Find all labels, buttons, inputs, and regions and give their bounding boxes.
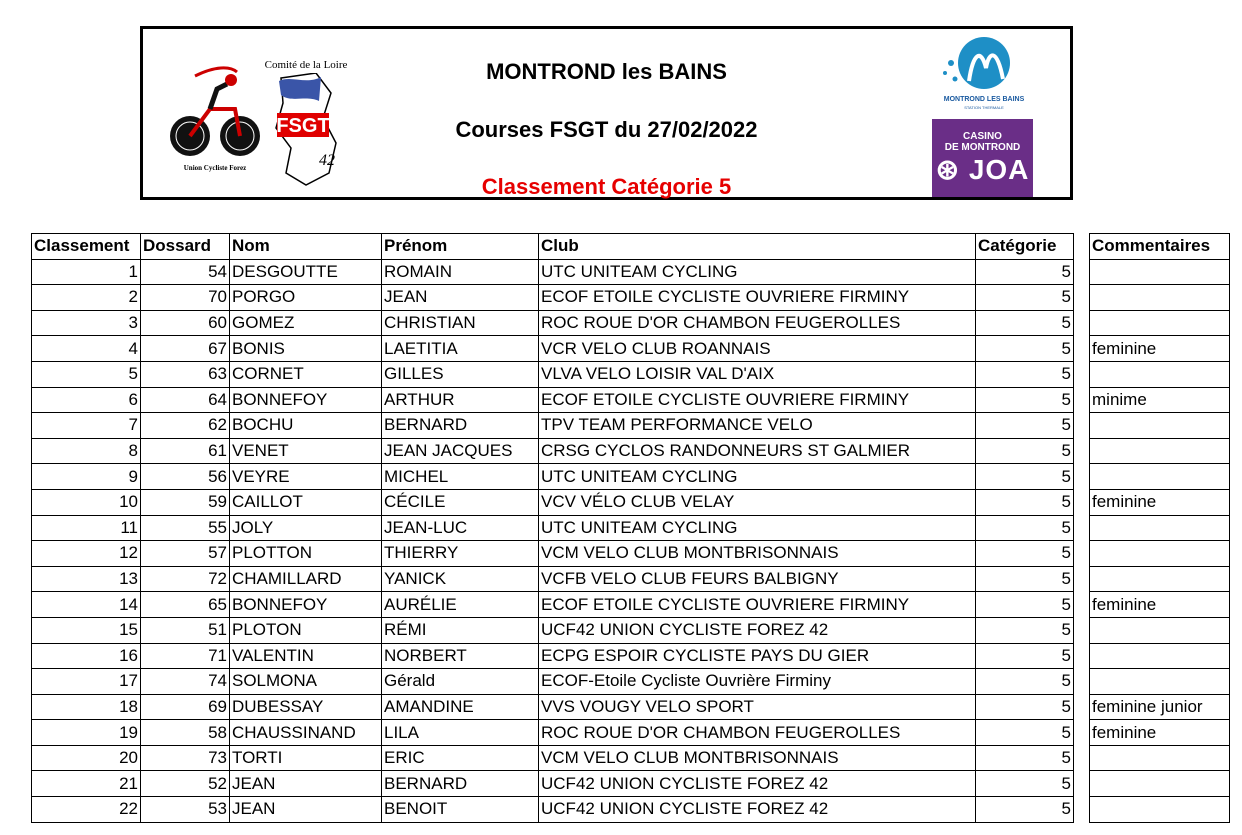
lastname-cell: BONNEFOY xyxy=(230,592,382,618)
comment-cell xyxy=(1090,669,1230,695)
firstname-cell: MICHEL xyxy=(382,464,539,490)
comments-body xyxy=(1090,259,1230,822)
table-header-row xyxy=(32,234,1074,260)
rank-cell: 7 xyxy=(32,413,141,439)
table-row xyxy=(32,438,1074,464)
table-row xyxy=(32,592,1074,618)
column-header-dossard: Dossard xyxy=(141,234,230,260)
bib-cell: 52 xyxy=(141,771,230,797)
club-cell: ECOF ETOILE CYCLISTE OUVRIERE FIRMINY xyxy=(539,285,976,311)
rank-cell: 17 xyxy=(32,669,141,695)
comments-row xyxy=(1090,694,1230,720)
bib-cell: 64 xyxy=(141,387,230,413)
joa-line2: DE MONTROND xyxy=(944,142,1021,153)
category-cell: 5 xyxy=(976,617,1074,643)
category-cell: 5 xyxy=(976,720,1074,746)
comments-row xyxy=(1090,797,1230,823)
column-header-nom: Nom xyxy=(230,234,382,260)
comments-row xyxy=(1090,413,1230,439)
montrond-les-bains-logo xyxy=(931,33,1037,115)
comment-cell xyxy=(1090,361,1230,387)
table-row xyxy=(32,694,1074,720)
table-row xyxy=(32,720,1074,746)
bib-cell: 54 xyxy=(141,259,230,285)
comments-row xyxy=(1090,387,1230,413)
table-row xyxy=(32,310,1074,336)
table-row xyxy=(32,541,1074,567)
category-cell: 5 xyxy=(976,259,1074,285)
club-cell: UCF42 UNION CYCLISTE FOREZ 42 xyxy=(539,797,976,823)
lastname-cell: VEYRE xyxy=(230,464,382,490)
comment-cell xyxy=(1090,438,1230,464)
comment-cell xyxy=(1090,566,1230,592)
rank-cell: 22 xyxy=(32,797,141,823)
comments-row xyxy=(1090,771,1230,797)
firstname-cell: BERNARD xyxy=(382,413,539,439)
category-cell: 5 xyxy=(976,464,1074,490)
fsgt-caption: Comité de la Loire xyxy=(264,59,348,71)
comments-row xyxy=(1090,592,1230,618)
comment-cell xyxy=(1090,515,1230,541)
category-cell: 5 xyxy=(976,515,1074,541)
lastname-cell: CAILLOT xyxy=(230,489,382,515)
club-cell: UTC UNITEAM CYCLING xyxy=(539,464,976,490)
table-row xyxy=(32,361,1074,387)
category-cell: 5 xyxy=(976,694,1074,720)
firstname-cell: JEAN JACQUES xyxy=(382,438,539,464)
bib-cell: 73 xyxy=(141,745,230,771)
lastname-cell: JEAN xyxy=(230,771,382,797)
firstname-cell: BERNARD xyxy=(382,771,539,797)
lastname-cell: PLOTON xyxy=(230,617,382,643)
comments-table xyxy=(1089,233,1230,823)
lastname-cell: JOLY xyxy=(230,515,382,541)
bib-cell: 57 xyxy=(141,541,230,567)
comments-row xyxy=(1090,464,1230,490)
table-row xyxy=(32,745,1074,771)
table-row xyxy=(32,643,1074,669)
category-cell: 5 xyxy=(976,771,1074,797)
bib-cell: 53 xyxy=(141,797,230,823)
rank-cell: 1 xyxy=(32,259,141,285)
firstname-cell: GILLES xyxy=(382,361,539,387)
club-cell: UTC UNITEAM CYCLING xyxy=(539,515,976,541)
club-cell: VCV VÉLO CLUB VELAY xyxy=(539,489,976,515)
lastname-cell: JEAN xyxy=(230,797,382,823)
comment-cell: feminine junior xyxy=(1090,694,1230,720)
firstname-cell: AURÉLIE xyxy=(382,592,539,618)
category-cell: 5 xyxy=(976,489,1074,515)
table-row xyxy=(32,566,1074,592)
lastname-cell: CHAMILLARD xyxy=(230,566,382,592)
firstname-cell: NORBERT xyxy=(382,643,539,669)
table-row xyxy=(32,515,1074,541)
rank-cell: 20 xyxy=(32,745,141,771)
comments-row xyxy=(1090,566,1230,592)
lastname-cell: SOLMONA xyxy=(230,669,382,695)
comment-cell xyxy=(1090,541,1230,567)
svg-text:42: 42 xyxy=(319,152,335,169)
club-cell: VLVA VELO LOISIR VAL D'AIX xyxy=(539,361,976,387)
comment-cell xyxy=(1090,285,1230,311)
club-cell: ROC ROUE D'OR CHAMBON FEUGEROLLES xyxy=(539,720,976,746)
firstname-cell: THIERRY xyxy=(382,541,539,567)
comments-row xyxy=(1090,310,1230,336)
column-header-cat-gorie: Catégorie xyxy=(976,234,1074,260)
comments-header-row xyxy=(1090,234,1230,260)
rank-cell: 12 xyxy=(32,541,141,567)
club-cell: ECPG ESPOIR CYCLISTE PAYS DU GIER xyxy=(539,643,976,669)
comment-cell xyxy=(1090,617,1230,643)
lastname-cell: VALENTIN xyxy=(230,643,382,669)
table-row xyxy=(32,259,1074,285)
bib-cell: 65 xyxy=(141,592,230,618)
category-cell: 5 xyxy=(976,643,1074,669)
comments-row xyxy=(1090,336,1230,362)
bib-cell: 70 xyxy=(141,285,230,311)
casino-joa-logo xyxy=(932,119,1033,197)
ranking-title: Classement Catégorie 5 xyxy=(481,174,732,199)
lastname-cell: BONNEFOY xyxy=(230,387,382,413)
table-row xyxy=(32,771,1074,797)
comments-row xyxy=(1090,720,1230,746)
firstname-cell: BENOIT xyxy=(382,797,539,823)
bib-cell: 61 xyxy=(141,438,230,464)
rank-cell: 8 xyxy=(32,438,141,464)
column-header-club: Club xyxy=(539,234,976,260)
club-cell: CRSG CYCLOS RANDONNEURS ST GALMIER xyxy=(539,438,976,464)
category-cell: 5 xyxy=(976,336,1074,362)
bib-cell: 58 xyxy=(141,720,230,746)
comment-cell xyxy=(1090,771,1230,797)
comment-cell xyxy=(1090,413,1230,439)
table-row xyxy=(32,489,1074,515)
bib-cell: 63 xyxy=(141,361,230,387)
category-cell: 5 xyxy=(976,387,1074,413)
firstname-cell: ROMAIN xyxy=(382,259,539,285)
column-header-pr-nom: Prénom xyxy=(382,234,539,260)
club-cell: UCF42 UNION CYCLISTE FOREZ 42 xyxy=(539,771,976,797)
bib-cell: 67 xyxy=(141,336,230,362)
lastname-cell: VENET xyxy=(230,438,382,464)
ranking-table xyxy=(31,233,1074,823)
comments-row xyxy=(1090,515,1230,541)
comment-cell xyxy=(1090,643,1230,669)
lastname-cell: DESGOUTTE xyxy=(230,259,382,285)
comments-row xyxy=(1090,643,1230,669)
category-cell: 5 xyxy=(976,669,1074,695)
comments-row xyxy=(1090,745,1230,771)
firstname-cell: CHRISTIAN xyxy=(382,310,539,336)
firstname-cell: JEAN-LUC xyxy=(382,515,539,541)
comment-cell xyxy=(1090,464,1230,490)
firstname-cell: RÉMI xyxy=(382,617,539,643)
category-cell: 5 xyxy=(976,566,1074,592)
table-row xyxy=(32,336,1074,362)
comment-cell: feminine xyxy=(1090,336,1230,362)
comments-row xyxy=(1090,438,1230,464)
table-row xyxy=(32,464,1074,490)
rank-cell: 14 xyxy=(32,592,141,618)
club-cell: TPV TEAM PERFORMANCE VELO xyxy=(539,413,976,439)
bib-cell: 69 xyxy=(141,694,230,720)
comment-cell xyxy=(1090,310,1230,336)
lastname-cell: TORTI xyxy=(230,745,382,771)
category-cell: 5 xyxy=(976,438,1074,464)
header-box xyxy=(140,26,1073,200)
rank-cell: 10 xyxy=(32,489,141,515)
category-cell: 5 xyxy=(976,745,1074,771)
lastname-cell: PLOTTON xyxy=(230,541,382,567)
club-cell: ECOF ETOILE CYCLISTE OUVRIERE FIRMINY xyxy=(539,592,976,618)
comment-cell: feminine xyxy=(1090,592,1230,618)
rank-cell: 19 xyxy=(32,720,141,746)
bib-cell: 71 xyxy=(141,643,230,669)
lastname-cell: CORNET xyxy=(230,361,382,387)
bib-cell: 62 xyxy=(141,413,230,439)
table-row xyxy=(32,669,1074,695)
firstname-cell: LAETITIA xyxy=(382,336,539,362)
club-cell: ECOF ETOILE CYCLISTE OUVRIERE FIRMINY xyxy=(539,387,976,413)
bib-cell: 60 xyxy=(141,310,230,336)
joa-line1: CASINO xyxy=(963,131,1002,142)
firstname-cell: ARTHUR xyxy=(382,387,539,413)
rank-cell: 2 xyxy=(32,285,141,311)
rank-cell: 6 xyxy=(32,387,141,413)
category-cell: 5 xyxy=(976,361,1074,387)
page-subtitle: Courses FSGT du 27/02/2022 xyxy=(455,117,758,142)
column-header-commentaires: Commentaires xyxy=(1090,234,1230,260)
bib-cell: 55 xyxy=(141,515,230,541)
rank-cell: 9 xyxy=(32,464,141,490)
club-cell: ROC ROUE D'OR CHAMBON FEUGEROLLES xyxy=(539,310,976,336)
comment-cell xyxy=(1090,259,1230,285)
comments-row xyxy=(1090,541,1230,567)
comments-row xyxy=(1090,669,1230,695)
mb-subcaption: STATION THERMALE xyxy=(964,105,1004,110)
club-cell: UCF42 UNION CYCLISTE FOREZ 42 xyxy=(539,617,976,643)
lastname-cell: BONIS xyxy=(230,336,382,362)
firstname-cell: YANICK xyxy=(382,566,539,592)
table-body xyxy=(32,259,1074,822)
comments-row xyxy=(1090,285,1230,311)
rank-cell: 21 xyxy=(32,771,141,797)
firstname-cell: LILA xyxy=(382,720,539,746)
club-cell: VCR VELO CLUB ROANNAIS xyxy=(539,336,976,362)
comment-cell: feminine xyxy=(1090,720,1230,746)
joa-brand: ⊛ JOA xyxy=(935,154,1030,185)
club-cell: VCM VELO CLUB MONTBRISONNAIS xyxy=(539,745,976,771)
comment-cell: feminine xyxy=(1090,489,1230,515)
lastname-cell: CHAUSSINAND xyxy=(230,720,382,746)
bib-cell: 59 xyxy=(141,489,230,515)
bib-cell: 72 xyxy=(141,566,230,592)
rank-cell: 11 xyxy=(32,515,141,541)
firstname-cell: CÉCILE xyxy=(382,489,539,515)
firstname-cell: AMANDINE xyxy=(382,694,539,720)
firstname-cell: ERIC xyxy=(382,745,539,771)
firstname-cell: JEAN xyxy=(382,285,539,311)
ucf-caption: Union Cycliste Forez xyxy=(183,164,247,172)
category-cell: 5 xyxy=(976,592,1074,618)
comments-row xyxy=(1090,259,1230,285)
category-cell: 5 xyxy=(976,285,1074,311)
category-cell: 5 xyxy=(976,413,1074,439)
rank-cell: 18 xyxy=(32,694,141,720)
comment-cell xyxy=(1090,745,1230,771)
lastname-cell: BOCHU xyxy=(230,413,382,439)
table-row xyxy=(32,387,1074,413)
bib-cell: 74 xyxy=(141,669,230,695)
rank-cell: 13 xyxy=(32,566,141,592)
comments-row xyxy=(1090,489,1230,515)
lastname-cell: PORGO xyxy=(230,285,382,311)
lastname-cell: GOMEZ xyxy=(230,310,382,336)
category-cell: 5 xyxy=(976,541,1074,567)
rank-cell: 16 xyxy=(32,643,141,669)
club-cell: VVS VOUGY VELO SPORT xyxy=(539,694,976,720)
bib-cell: 51 xyxy=(141,617,230,643)
comments-row xyxy=(1090,617,1230,643)
category-cell: 5 xyxy=(976,310,1074,336)
rank-cell: 3 xyxy=(32,310,141,336)
rank-cell: 5 xyxy=(32,361,141,387)
firstname-cell: Gérald xyxy=(382,669,539,695)
rank-cell: 15 xyxy=(32,617,141,643)
club-cell: VCM VELO CLUB MONTBRISONNAIS xyxy=(539,541,976,567)
table-row xyxy=(32,797,1074,823)
page-title: MONTROND les BAINS xyxy=(486,59,727,84)
lastname-cell: DUBESSAY xyxy=(230,694,382,720)
comment-cell xyxy=(1090,797,1230,823)
rank-cell: 4 xyxy=(32,336,141,362)
svg-text:FSGT: FSGT xyxy=(276,115,330,137)
club-cell: ECOF-Etoile Cycliste Ouvrière Firminy xyxy=(539,669,976,695)
club-cell: UTC UNITEAM CYCLING xyxy=(539,259,976,285)
club-cell: VCFB VELO CLUB FEURS BALBIGNY xyxy=(539,566,976,592)
table-row xyxy=(32,285,1074,311)
table-row xyxy=(32,617,1074,643)
comment-cell: minime xyxy=(1090,387,1230,413)
category-cell: 5 xyxy=(976,797,1074,823)
comments-row xyxy=(1090,361,1230,387)
mb-caption: MONTROND LES BAINS xyxy=(943,96,1025,103)
column-header-classement: Classement xyxy=(32,234,141,260)
bib-cell: 56 xyxy=(141,464,230,490)
table-row xyxy=(32,413,1074,439)
